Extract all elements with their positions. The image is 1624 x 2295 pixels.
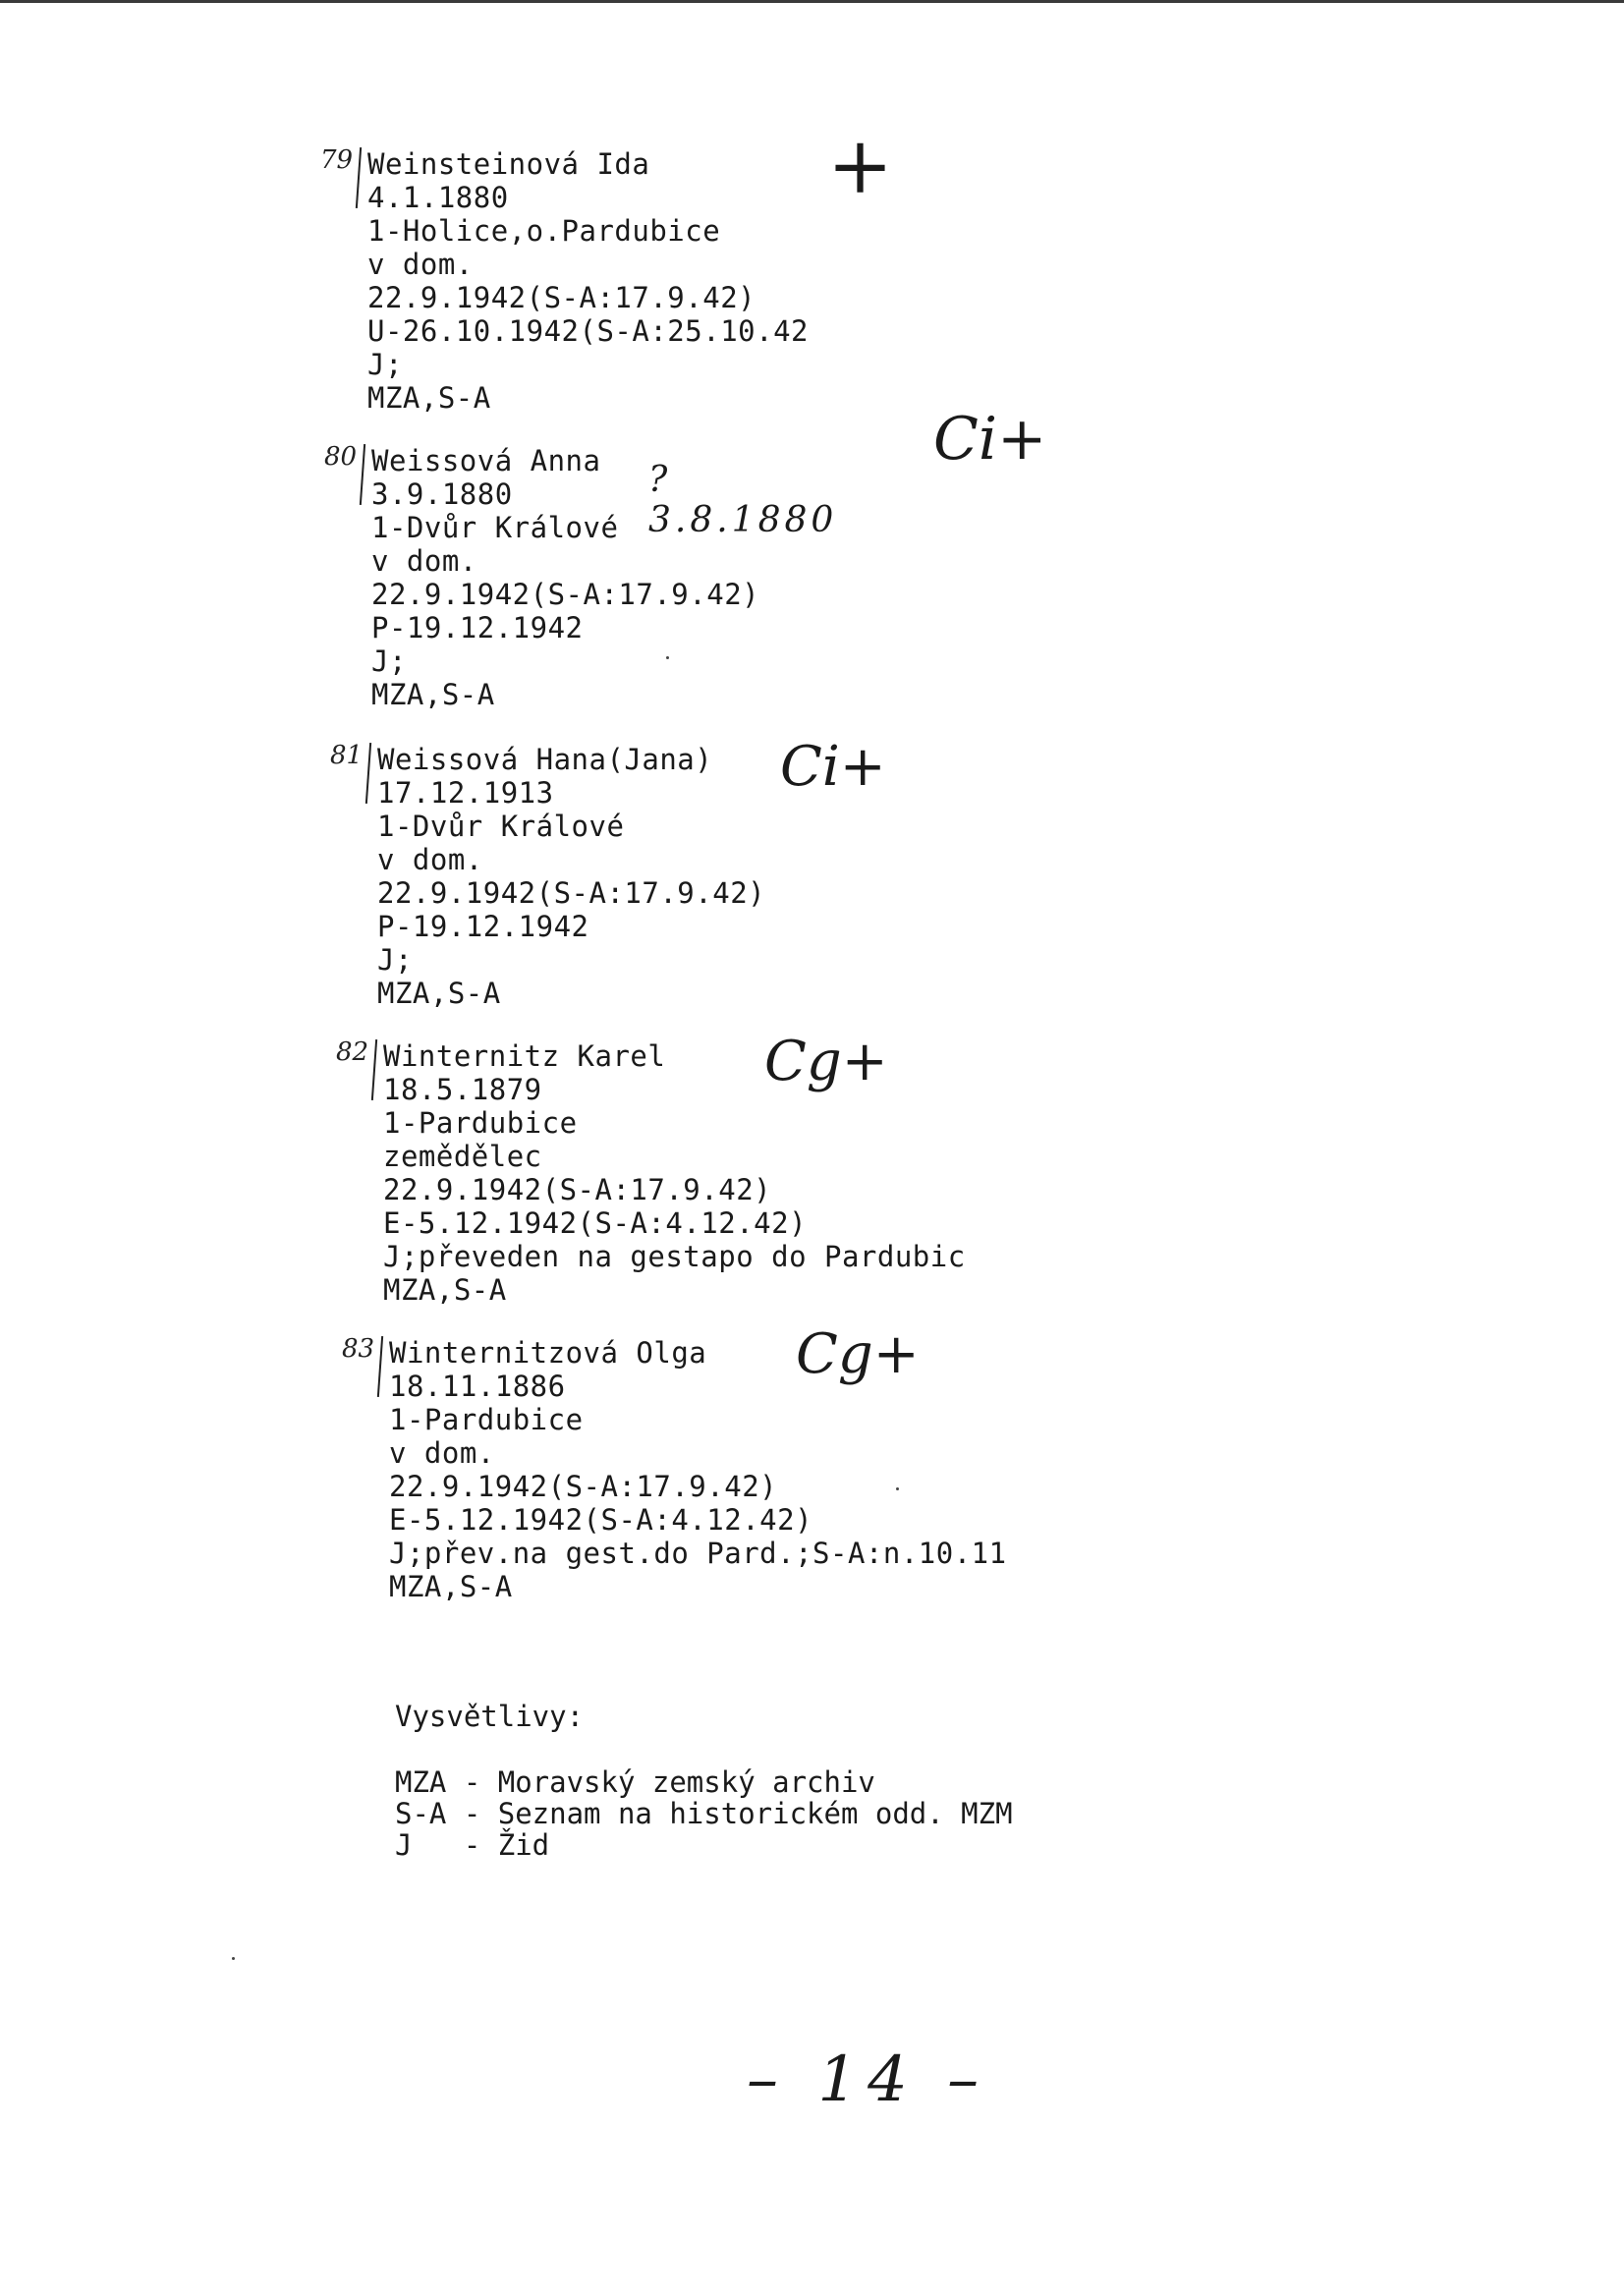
entry-number: 80 [324,442,358,472]
entry-birthdate: 18.5.1879 [383,1073,542,1106]
handwritten-mark: Cg+ [764,1030,888,1093]
entry-bracket [377,1336,383,1397]
entry-fate: U-26.10.1942(S-A:25.10.42 [367,314,809,348]
entry-source: MZA,S-A [389,1570,513,1603]
entry-birthdate: 3.9.1880 [371,477,513,511]
entry-name: Winternitz Karel [383,1039,666,1073]
page-top-edge [0,0,1624,3]
entry-fate: P-19.12.1942 [371,611,584,644]
entry-bracket [356,147,362,208]
scan-speck [896,1487,899,1490]
entry-fate: P-19.12.1942 [377,910,589,943]
entry-note: J; [371,644,407,678]
entry-transport: 22.9.1942(S-A:17.9.42) [377,876,766,910]
entry-transport: 22.9.1942(S-A:17.9.42) [367,281,756,314]
entry-residence: 1-Holice,o.Pardubice [367,214,721,248]
entry-bracket [371,1039,377,1100]
entry-note: J; [367,348,403,381]
entry-number: 83 [342,1334,375,1364]
entry-birthdate: 18.11.1886 [389,1370,566,1403]
entry-occupation: zemědělec [383,1140,542,1173]
entry-occupation: v dom. [389,1436,495,1470]
entry-source: MZA,S-A [371,678,495,711]
entry-occupation: v dom. [367,248,474,281]
entry-fate: E-5.12.1942(S-A:4.12.42) [383,1206,808,1240]
entry-name: Weissová Hana(Jana) [377,743,713,776]
entry-81 [330,735,886,1010]
entry-80 [324,405,1047,711]
entry-lines [367,147,809,415]
entry-name: Weinsteinová Ida [367,147,650,181]
entry-bracket [360,444,365,505]
legend-item: S-A - Seznam na historickém odd. MZM [395,1797,1013,1830]
page-number: – 14 – [747,2043,989,2116]
entry-residence: 1-Pardubice [389,1403,584,1436]
entry-lines [377,743,765,1010]
entry-occupation: v dom. [371,544,477,578]
entry-79 [320,120,894,415]
entry-source: MZA,S-A [377,977,501,1010]
entry-residence: 1-Dvůr Králové [371,511,619,544]
scan-speck [666,656,669,659]
entry-fate: E-5.12.1942(S-A:4.12.42) [389,1503,813,1537]
handwritten-mark: Ci+ [780,735,886,799]
entry-note: J;přev.na gest.do Pard.;S-A:n.10.11 [389,1537,1007,1570]
entry-note: J;převeden na gestapo do Pardubic [383,1240,966,1273]
entry-number: 79 [320,145,354,175]
handwritten-mark: Ci+ [933,405,1047,474]
entry-transport: 22.9.1942(S-A:17.9.42) [371,578,760,611]
scan-speck [232,1957,235,1960]
legend [395,1700,1013,1861]
handwritten-date-note: ? 3.8.1880 [648,460,838,540]
entry-birthdate: 17.12.1913 [377,776,554,810]
entry-transport: 22.9.1942(S-A:17.9.42) [389,1470,778,1503]
entry-occupation: v dom. [377,843,483,876]
legend-item: MZA - Moravský zemský archiv [395,1765,875,1799]
entry-83 [342,1322,1007,1603]
entry-residence: 1-Dvůr Králové [377,810,625,843]
entry-name: Winternitzová Olga [389,1336,707,1370]
entry-number: 82 [336,1037,369,1067]
entry-name: Weissová Anna [371,444,601,477]
legend-heading: Vysvětlivy: [395,1700,585,1733]
entry-transport: 22.9.1942(S-A:17.9.42) [383,1173,772,1206]
entry-source: MZA,S-A [367,381,491,415]
entry-note: J; [377,943,413,977]
handwritten-mark: + [827,120,894,211]
entry-82 [336,1030,966,1307]
entry-source: MZA,S-A [383,1273,507,1307]
entry-number: 81 [330,741,364,770]
entry-bracket [365,743,371,804]
entry-residence: 1-Pardubice [383,1106,578,1140]
legend-item: J - Žid [395,1828,550,1862]
handwritten-mark: Cg+ [796,1322,920,1386]
entry-birthdate: 4.1.1880 [367,181,509,214]
